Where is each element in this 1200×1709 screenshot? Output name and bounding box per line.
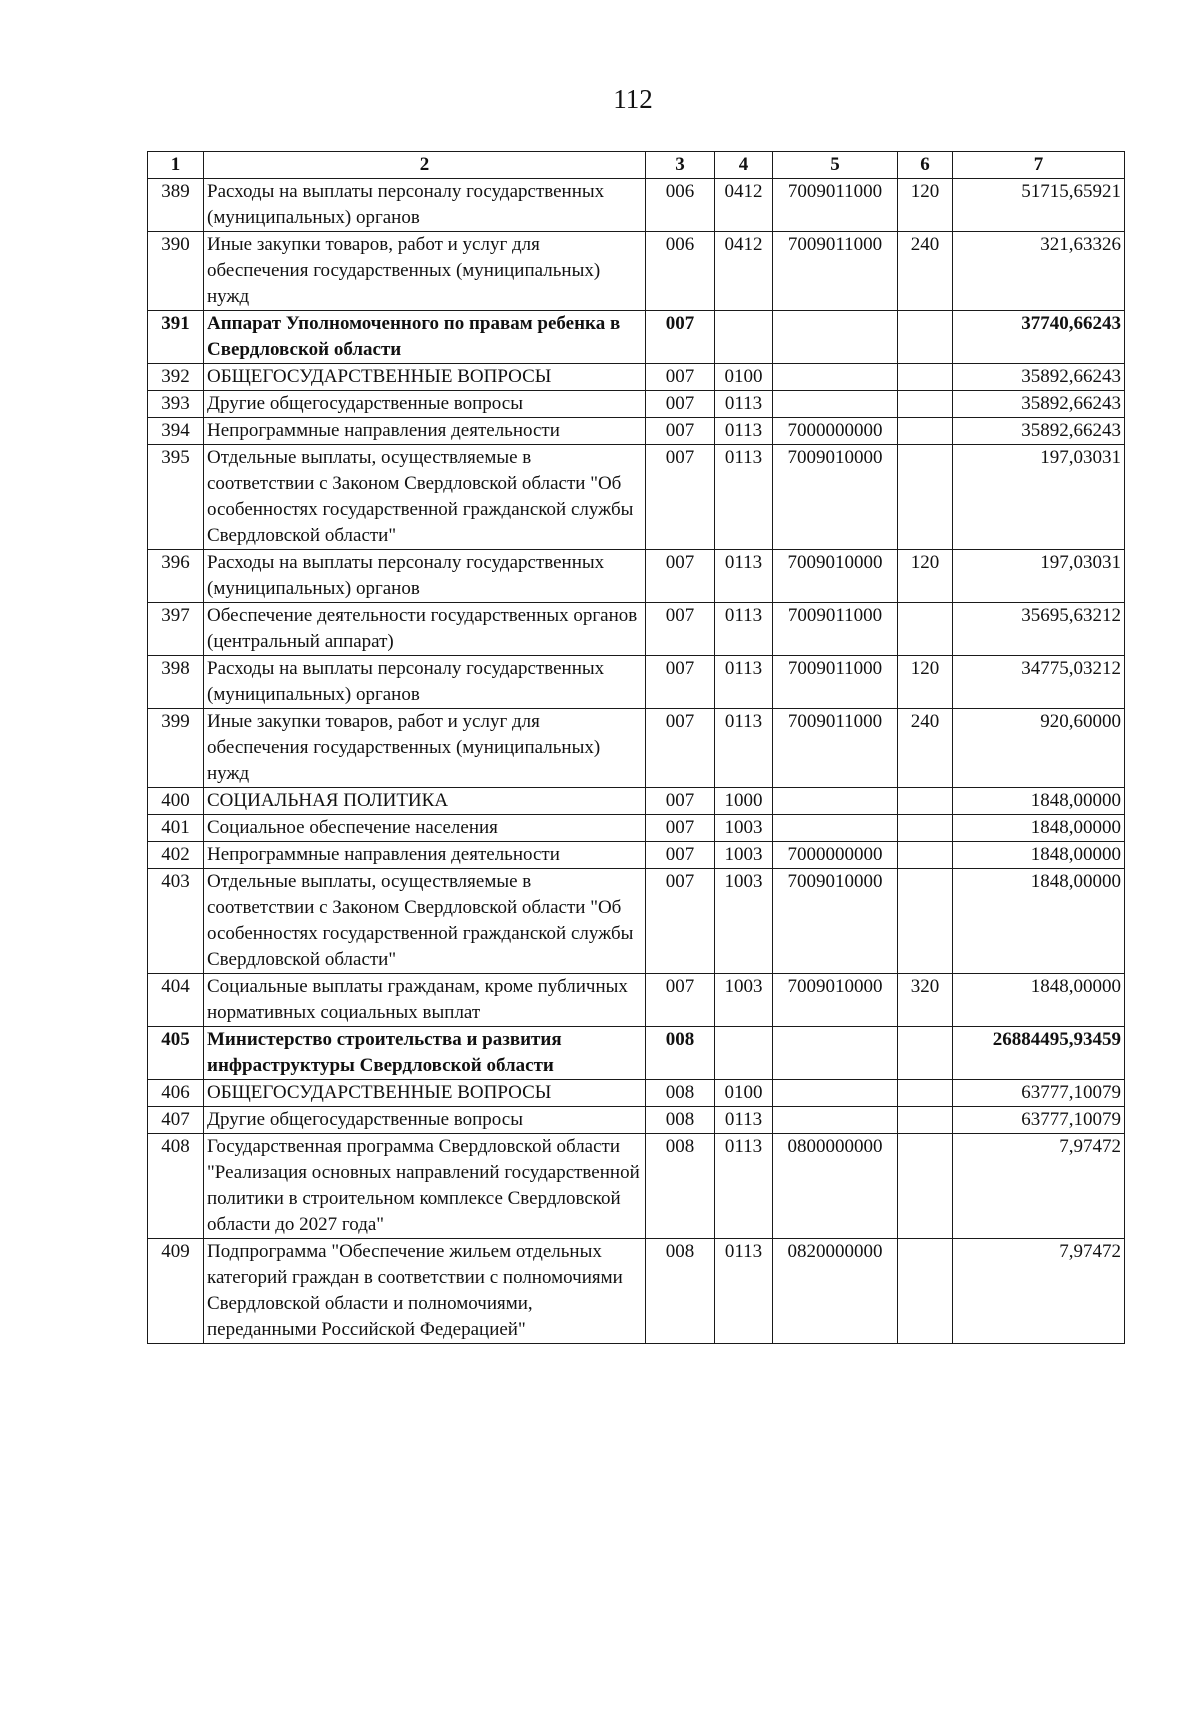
row-number: 392 xyxy=(148,364,204,391)
table-row xyxy=(148,1080,1125,1107)
row-col5-code xyxy=(773,364,898,391)
row-amount: 1848,00000 xyxy=(953,815,1125,842)
row-number: 407 xyxy=(148,1107,204,1134)
header-col-5: 5 xyxy=(773,152,898,179)
row-col5-code xyxy=(773,1080,898,1107)
row-col5-code: 0800000000 xyxy=(773,1134,898,1239)
page-number: 112 xyxy=(613,84,653,114)
row-col4-code: 0113 xyxy=(715,656,773,709)
row-col6-code xyxy=(898,1134,953,1239)
row-col5-code xyxy=(773,1107,898,1134)
row-col3-code: 007 xyxy=(646,842,715,869)
table-row xyxy=(148,179,1125,232)
row-amount: 1848,00000 xyxy=(953,842,1125,869)
table-row xyxy=(148,311,1125,364)
row-col3-code: 007 xyxy=(646,418,715,445)
row-amount: 37740,66243 xyxy=(953,311,1125,364)
row-number: 401 xyxy=(148,815,204,842)
row-col4-code: 0113 xyxy=(715,550,773,603)
table-row xyxy=(148,815,1125,842)
row-number: 402 xyxy=(148,842,204,869)
row-amount: 35892,66243 xyxy=(953,364,1125,391)
row-col4-code: 0113 xyxy=(715,709,773,788)
table-row xyxy=(148,603,1125,656)
row-name: Отдельные выплаты, осуществляемые в соответствии с Законом Свердловской области "Об особенностях государственной гражданской службы Свердловской области" xyxy=(204,445,646,550)
table-row xyxy=(148,788,1125,815)
table-row xyxy=(148,1027,1125,1080)
row-amount: 1848,00000 xyxy=(953,974,1125,1027)
row-amount: 1848,00000 xyxy=(953,788,1125,815)
header-col-3: 3 xyxy=(646,152,715,179)
row-col5-code: 7009010000 xyxy=(773,445,898,550)
row-col6-code xyxy=(898,788,953,815)
header-row xyxy=(148,152,1125,179)
row-amount: 1848,00000 xyxy=(953,869,1125,974)
table-row xyxy=(148,656,1125,709)
row-col5-code xyxy=(773,815,898,842)
row-col6-code xyxy=(898,418,953,445)
table-row xyxy=(148,445,1125,550)
row-name: Государственная программа Свердловской области "Реализация основных направлений государственной политики в строительном комплексе Свердловской области до 2027 года" xyxy=(204,1134,646,1239)
row-name: Подпрограмма "Обеспечение жильем отдельных категорий граждан в соответствии с полномочиями Свердловской области и полномочиями, переданными Российской Федерацией" xyxy=(204,1239,646,1344)
table-row xyxy=(148,1239,1125,1344)
row-col6-code: 320 xyxy=(898,974,953,1027)
row-col6-code: 120 xyxy=(898,550,953,603)
row-number: 405 xyxy=(148,1027,204,1080)
row-col6-code xyxy=(898,1027,953,1080)
table-row xyxy=(148,232,1125,311)
row-amount: 920,60000 xyxy=(953,709,1125,788)
row-number: 393 xyxy=(148,391,204,418)
row-col3-code: 007 xyxy=(646,656,715,709)
row-col5-code xyxy=(773,1027,898,1080)
row-number: 406 xyxy=(148,1080,204,1107)
row-col6-code: 240 xyxy=(898,709,953,788)
row-col5-code xyxy=(773,788,898,815)
row-amount: 63777,10079 xyxy=(953,1080,1125,1107)
row-col5-code: 7009011000 xyxy=(773,656,898,709)
row-name: СОЦИАЛЬНАЯ ПОЛИТИКА xyxy=(204,788,646,815)
row-col3-code: 007 xyxy=(646,974,715,1027)
row-col5-code xyxy=(773,391,898,418)
row-col3-code: 007 xyxy=(646,311,715,364)
row-col3-code: 007 xyxy=(646,364,715,391)
row-amount: 63777,10079 xyxy=(953,1107,1125,1134)
row-amount: 35695,63212 xyxy=(953,603,1125,656)
row-col4-code: 0113 xyxy=(715,1134,773,1239)
table-row xyxy=(148,1134,1125,1239)
row-name: Непрограммные направления деятельности xyxy=(204,418,646,445)
row-col4-code: 0113 xyxy=(715,391,773,418)
row-col4-code: 1000 xyxy=(715,788,773,815)
row-name: Расходы на выплаты персоналу государственных (муниципальных) органов xyxy=(204,550,646,603)
row-col5-code: 7009010000 xyxy=(773,869,898,974)
row-number: 404 xyxy=(148,974,204,1027)
row-amount: 26884495,93459 xyxy=(953,1027,1125,1080)
row-col4-code: 1003 xyxy=(715,842,773,869)
row-col5-code: 7009011000 xyxy=(773,179,898,232)
row-col5-code: 7009011000 xyxy=(773,603,898,656)
row-name: ОБЩЕГОСУДАРСТВЕННЫЕ ВОПРОСЫ xyxy=(204,1080,646,1107)
table-row xyxy=(148,1107,1125,1134)
row-col6-code xyxy=(898,391,953,418)
row-number: 391 xyxy=(148,311,204,364)
row-name: ОБЩЕГОСУДАРСТВЕННЫЕ ВОПРОСЫ xyxy=(204,364,646,391)
row-amount: 51715,65921 xyxy=(953,179,1125,232)
row-col5-code xyxy=(773,311,898,364)
row-name: Иные закупки товаров, работ и услуг для обеспечения государственных (муниципальных) нужд xyxy=(204,709,646,788)
row-amount: 34775,03212 xyxy=(953,656,1125,709)
row-col3-code: 008 xyxy=(646,1134,715,1239)
row-col3-code: 006 xyxy=(646,232,715,311)
header-col-6: 6 xyxy=(898,152,953,179)
table-row xyxy=(148,418,1125,445)
row-amount: 35892,66243 xyxy=(953,391,1125,418)
row-col3-code: 008 xyxy=(646,1080,715,1107)
row-col5-code: 0820000000 xyxy=(773,1239,898,1344)
row-amount: 321,63326 xyxy=(953,232,1125,311)
table-row xyxy=(148,974,1125,1027)
row-number: 389 xyxy=(148,179,204,232)
row-amount: 197,03031 xyxy=(953,445,1125,550)
row-col4-code xyxy=(715,1027,773,1080)
row-col4-code: 0100 xyxy=(715,364,773,391)
row-name: Обеспечение деятельности государственных органов (центральный аппарат) xyxy=(204,603,646,656)
row-number: 409 xyxy=(148,1239,204,1344)
row-col4-code: 0412 xyxy=(715,232,773,311)
row-col4-code: 0113 xyxy=(715,445,773,550)
row-col6-code xyxy=(898,445,953,550)
row-amount: 7,97472 xyxy=(953,1239,1125,1344)
row-number: 408 xyxy=(148,1134,204,1239)
row-col4-code: 1003 xyxy=(715,815,773,842)
row-number: 396 xyxy=(148,550,204,603)
table-row xyxy=(148,364,1125,391)
row-col3-code: 007 xyxy=(646,815,715,842)
row-col3-code: 006 xyxy=(646,179,715,232)
row-col5-code: 7009011000 xyxy=(773,232,898,311)
row-col6-code xyxy=(898,869,953,974)
row-number: 398 xyxy=(148,656,204,709)
row-name: Расходы на выплаты персоналу государственных (муниципальных) органов xyxy=(204,179,646,232)
row-number: 397 xyxy=(148,603,204,656)
header-col-4: 4 xyxy=(715,152,773,179)
row-col6-code: 120 xyxy=(898,656,953,709)
row-col4-code: 0412 xyxy=(715,179,773,232)
row-col6-code: 240 xyxy=(898,232,953,311)
row-col6-code xyxy=(898,364,953,391)
row-col3-code: 007 xyxy=(646,788,715,815)
row-name: Другие общегосударственные вопросы xyxy=(204,1107,646,1134)
row-col3-code: 008 xyxy=(646,1027,715,1080)
row-name: Расходы на выплаты персоналу государственных (муниципальных) органов xyxy=(204,656,646,709)
row-col6-code xyxy=(898,1080,953,1107)
row-name: Аппарат Уполномоченного по правам ребенка в Свердловской области xyxy=(204,311,646,364)
row-col3-code: 008 xyxy=(646,1107,715,1134)
row-col6-code xyxy=(898,815,953,842)
row-col6-code xyxy=(898,603,953,656)
row-name: Непрограммные направления деятельности xyxy=(204,842,646,869)
row-col3-code: 008 xyxy=(646,1239,715,1344)
row-col4-code xyxy=(715,311,773,364)
row-col4-code: 1003 xyxy=(715,869,773,974)
row-name: Социальное обеспечение населения xyxy=(204,815,646,842)
row-name: Отдельные выплаты, осуществляемые в соответствии с Законом Свердловской области "Об особенностях государственной гражданской службы Свердловской области" xyxy=(204,869,646,974)
row-col3-code: 007 xyxy=(646,709,715,788)
budget-table xyxy=(147,151,1125,1344)
row-number: 394 xyxy=(148,418,204,445)
row-number: 390 xyxy=(148,232,204,311)
row-col6-code xyxy=(898,1107,953,1134)
row-amount: 35892,66243 xyxy=(953,418,1125,445)
row-name: Министерство строительства и развития инфраструктуры Свердловской области xyxy=(204,1027,646,1080)
row-col5-code: 7009010000 xyxy=(773,550,898,603)
row-col4-code: 0113 xyxy=(715,603,773,656)
row-col5-code: 7009010000 xyxy=(773,974,898,1027)
row-col4-code: 0113 xyxy=(715,418,773,445)
row-number: 399 xyxy=(148,709,204,788)
table-row xyxy=(148,709,1125,788)
row-col4-code: 1003 xyxy=(715,974,773,1027)
header-col-7: 7 xyxy=(953,152,1125,179)
row-col4-code: 0113 xyxy=(715,1107,773,1134)
row-number: 400 xyxy=(148,788,204,815)
row-col3-code: 007 xyxy=(646,603,715,656)
row-col3-code: 007 xyxy=(646,445,715,550)
row-col5-code: 7009011000 xyxy=(773,709,898,788)
row-number: 395 xyxy=(148,445,204,550)
table-row xyxy=(148,842,1125,869)
row-col5-code: 7000000000 xyxy=(773,418,898,445)
row-col6-code xyxy=(898,842,953,869)
row-amount: 197,03031 xyxy=(953,550,1125,603)
row-col4-code: 0113 xyxy=(715,1239,773,1344)
row-col6-code: 120 xyxy=(898,179,953,232)
row-number: 403 xyxy=(148,869,204,974)
table-row xyxy=(148,869,1125,974)
row-name: Социальные выплаты гражданам, кроме публичных нормативных социальных выплат xyxy=(204,974,646,1027)
table-row xyxy=(148,391,1125,418)
row-col4-code: 0100 xyxy=(715,1080,773,1107)
row-col6-code xyxy=(898,311,953,364)
header-col-1: 1 xyxy=(148,152,204,179)
header-col-2: 2 xyxy=(204,152,646,179)
row-name: Другие общегосударственные вопросы xyxy=(204,391,646,418)
table-row xyxy=(148,550,1125,603)
row-col3-code: 007 xyxy=(646,869,715,974)
row-amount: 7,97472 xyxy=(953,1134,1125,1239)
row-col5-code: 7000000000 xyxy=(773,842,898,869)
row-col3-code: 007 xyxy=(646,550,715,603)
row-name: Иные закупки товаров, работ и услуг для обеспечения государственных (муниципальных) нужд xyxy=(204,232,646,311)
row-col3-code: 007 xyxy=(646,391,715,418)
row-col6-code xyxy=(898,1239,953,1344)
